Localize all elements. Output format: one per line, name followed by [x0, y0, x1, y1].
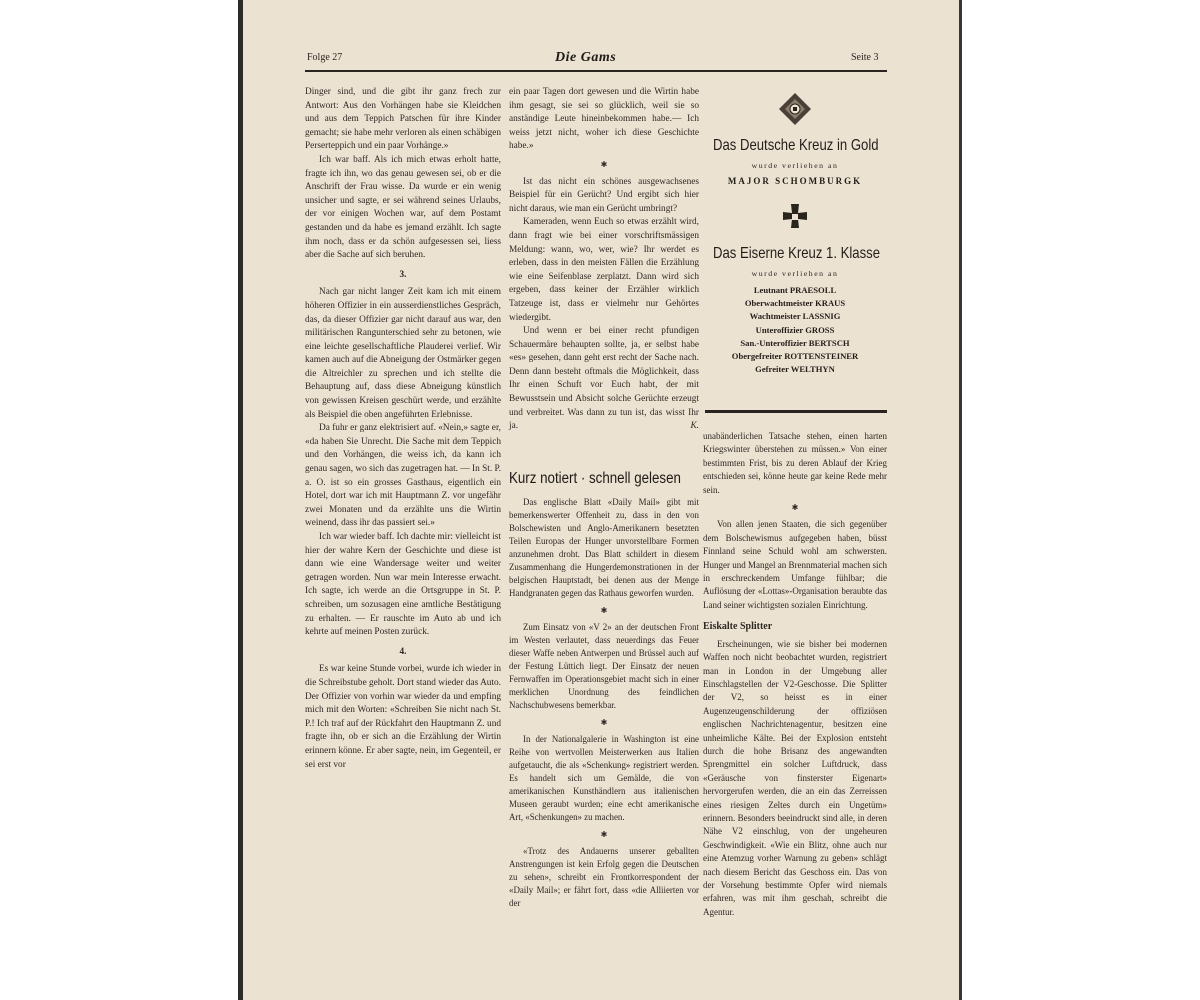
separator-asterisk: ✱	[791, 503, 799, 513]
section-number: 4.	[399, 646, 407, 657]
header-rule	[305, 70, 887, 72]
column-1	[305, 86, 501, 772]
recipient-name: Gefreiter WELTHYN	[755, 364, 835, 375]
author-signature: K.	[690, 421, 699, 432]
issue-number: Folge 27	[307, 52, 343, 63]
paragraph: Kameraden, wenn Euch so etwas erzählt wird, dann fragt wie bei einer vorschriftsmässigen Meldung: wann, wo, wer, wie? Ihr werdet es erleben, dass in den meisten Fällen die Erzählung wie eine Seifenblase zerplatzt. Dann wird sich ergeben, dass keiner der Erzähler wirklich Tatzeuge ist, dass er vielmehr nur Gehörtes wiedergibt.	[509, 217, 699, 323]
separator-asterisk: ✱	[600, 718, 608, 727]
section-heading-eiskalte-splitter: Eiskalte Splitter	[703, 621, 773, 633]
paragraph: unabänderlichen Tatsache stehen, einen harten Kriegswinter überstehen zu müssen.» Von einer bestimmten Frist, bis zu deren Ablauf der Krieg entschieden sei, könne heute gar keine Rede mehr sein.	[703, 431, 887, 495]
news-item: In der Nationalgalerie in Washington ist eine Reihe von wertvollen Meisterwerken aus Italien aufgetaucht, die als «Schenkung» registriert werden. Es handelt sich um Gemälde, die von amerikanischen Kunsthändlern aus italienischen Museen geraubt wurden; eine echt amerikanische Art, «Schenkungen» zu machen.	[509, 734, 699, 822]
news-item: Das englische Blatt «Daily Mail» gibt mit bemerkenswerter Offenheit zu, dass in den von Bolschewisten und Anglo-Amerikanern besetzten Teilen Europas der Hunger unvorstellbare Formen anzunehmen droht. Das Blatt schildert in diesem Zusammenhang die Hungerdemonstrationen in der belgischen Hauptstadt, bei denen aus der Menge Handgranaten gegen das Rathaus geworfen wurden.	[509, 497, 699, 598]
paragraph: Da fuhr er ganz elektrisiert auf. «Nein,» sagte er, «da haben Sie Unrecht. Die Sache mit dem Teppich und den Vorhängen, die weiss ich, da kann ich genau sagen, wo sich das zugetragen hat. — In St. P. a. O. ist so ein grosses Gasthaus, eigentlich ein Hotel, dort war ich mit Hauptmann Z. vor ungefähr zwei Monaten und da erzählte uns die Wirtin weinend, dass ihr das passiert sei.»	[305, 423, 501, 529]
paragraph: Erscheinungen, wie sie bisher bei modernen Waffen noch nicht beobachtet wurden, registriert man in London in der Umgebung aller Einschlagstellen der V2-Geschosse. Die Splitter der V2, so heisst es in einer Augenzeugenschilderung der offiziösen englischen Nachrichtenagentur, besitzen eine unheimliche Kälte. Bei der Explosion entsteht durch die hohe Brisanz des angewandten Sprengmittel ein solcher Luftdruck, dass «Geräusche von finsterster Eigenart» hervorgerufen werden, die an ein das Zerreissen eines riesigen Zeltes durch ein Ungetüm» erinnern. Besonders beeindruckt sind alle, in deren Nähe V2 einschlug, von der ungeheuren Geschwindigkeit. «Wie ein Blitz, ohne auch nur eine Atemzug vorher Warnung zu geben» schlägt nach diesem Bericht das Geschoss ein. Das von der Vorsehung bestimmte Opfer wird niemals erfahren, was mit ihm geschah, schreibt die Agentur.	[703, 638, 887, 917]
separator-asterisk: ✱	[600, 606, 608, 615]
award-title-iron: Das Eiserne Kreuz 1. Klasse	[713, 245, 880, 262]
section-number: 3.	[399, 269, 407, 280]
recipient-name: Oberwachtmeister KRAUS	[744, 298, 846, 309]
section-heading-kurz-notiert: Kurz notiert · schnell gelesen	[509, 470, 681, 487]
column-2-news	[509, 496, 699, 910]
recipient-name: Obergefreiter ROTTENSTEINER	[731, 351, 859, 362]
paragraph: Ich war wieder baff. Ich dachte mir: vielleicht ist hier der wahre Kern der Geschichte und diese ist dann wie eine Wandersage weiter und weiter getragen worden. Nun war mein Interesse erwacht. Ich sagte, ich werde an die Ortsgruppe in St. P. schreiben, um sozusagen eine amtliche Bestätigung zu erhalten. — Er rauschte im Auto ab und ich kehrte auf meinen Posten zurück.	[305, 532, 501, 638]
award-verb: wurde verliehen an	[751, 269, 839, 278]
award-rule	[705, 410, 887, 413]
paragraph: Dinger sind, und die gibt ihr ganz frech zur Antwort: Aus den Vorhängen habe sie Kleidchen und aus dem Teppich Patschen für ihre Kinder gemacht; sie habe mehr verloren als einen schäbigen Perserteppich und ein paar Vorhänge.»	[305, 87, 501, 152]
column-2	[509, 86, 699, 434]
recipient-name: Unteroffizier GROSS	[755, 324, 835, 335]
paragraph-text: Und wenn er bei einer recht pfundigen Schauermäre behaupten sollte, ja, er selbst habe «es» gesehen, dann geht erst recht der Sache nach. Denn dann besteht oftmals die Möglichkeit, dass Ihr einen Schuft vor Euch habt, der mit Bewusstsein und Absicht solche Gerüchte erzeugt und verbreitet. Was dann zu tun ist, das wisst Ihr ja.	[509, 326, 699, 432]
recipient-name: MAJOR SCHOMBURGK	[727, 176, 863, 186]
recipient-name: Leutnant PRAESOLL	[753, 285, 837, 295]
award-title-gold: Das Deutsche Kreuz in Gold	[713, 137, 879, 154]
column-3	[703, 430, 887, 919]
recipient-name: Wachtmeister LASSNIG	[749, 311, 841, 322]
paragraph	[509, 325, 699, 434]
recipient-list	[695, 284, 895, 376]
award-announcement	[695, 92, 895, 376]
page-number: Seite 3	[851, 52, 879, 63]
paragraph: Ist das nicht ein schönes ausgewachsenes Beispiel für ein Gerücht? Und ergibt sich hier nicht daraus, wie man ein Gerücht umbringt?	[509, 176, 699, 214]
german-cross-icon	[778, 92, 812, 126]
paragraph: Es war keine Stunde vorbei, wurde ich wieder in die Schreibstube geholt. Dort stand wieder das Auto. Der Offizier von vorhin war wieder da und empfing mich mit den Worten: «Schreiben Sie nicht nach St. P.! Ich traf auf der Rückfahrt den Hauptmann Z. und fragte ihn, ob er sich an die Erzählung der Wirtin erinnern könne. Er aber sagte, nein, im Gegenteil, er sei erst vor	[305, 664, 501, 770]
separator-asterisk: ✱	[600, 159, 608, 169]
paragraph: Nach gar nicht langer Zeit kam ich mit einem höheren Offizier in ein ausserdienstliches Gespräch, das, da dieser Offizier gar nicht darauf aus war, den militärischen Rangunterschied sehr zu betonen, wie eine leichte gesellschaftliche Plauderei verlief. Wir kamen auch auf die Abneigung der Ostmärker gegen die Altreichler zu sprechen und ich stellte die Behauptung auf, dass diese Abneigung künstlich von gewissen Kreisen geschürt werde, und erzählte als Beispiel die oben angeführten Erlebnisse.	[305, 287, 501, 420]
masthead-title: Die Gams	[555, 50, 617, 65]
news-item: «Trotz des Andauerns unserer geballten Anstrengungen ist kein Erfolg gegen die Deutschen zu sehen», schreibt ein Frontkorrespondent der «Daily Mail»; er fährt fort, dass «die Alliierten vor der	[509, 846, 699, 908]
paragraph: Von allen jenen Staaten, die sich gegenüber dem Bolschewismus aufgegeben haben, büsst Finnland seine Schuld wohl am schwersten. Hunger und Mangel an Brennmaterial machen sich in erschreckendem Umfange fühlbar; die Auflösung der «Lottas»-Organisation beraubte das Land seiner wichtigsten sozialen Einrichtung.	[703, 519, 887, 610]
paragraph: ein paar Tagen dort gewesen und die Wirtin habe ihm gesagt, sie sei so glücklich, weil sie so anständige Leute hineinbekommen habe.— Ich weiss jetzt nicht, woher ich diese Geschichte habe.»	[509, 87, 699, 152]
news-item: Zum Einsatz von «V 2» an der deutschen Front im Westen verlautet, dass neuerdings das Feuer dieser Waffe neben Antwerpen und Brüssel auch auf der Festung Lüttich liegt. Der Einsatz der neuen Fernwaffen im Operationsgebiet macht sich in einer merklichen Unordnung des feindlichen Nachschubwesens bemerkbar.	[509, 622, 699, 710]
newspaper-page	[243, 0, 959, 1000]
recipient-name: San.-Unteroffizier BERTSCH	[740, 337, 850, 348]
separator-asterisk: ✱	[600, 830, 608, 839]
award-verb: wurde verliehen an	[751, 161, 839, 170]
paragraph: Ich war baff. Als ich mich etwas erholt hatte, fragte ich ihn, wo das genau gewesen sei, ob er die Anschrift der Frau wisse. Da wurde er ein wenig unsicher und sagte, er sei während seines Urlaubs, der vor einigen Wochen war, auf dem Postamt gestanden und da habe es jemand erzählt. Ich sagte ihm noch, dass er da schön aufgesessen sei, liess aber die Sache auf sich beruhen.	[305, 154, 501, 261]
iron-cross-icon	[778, 200, 812, 234]
